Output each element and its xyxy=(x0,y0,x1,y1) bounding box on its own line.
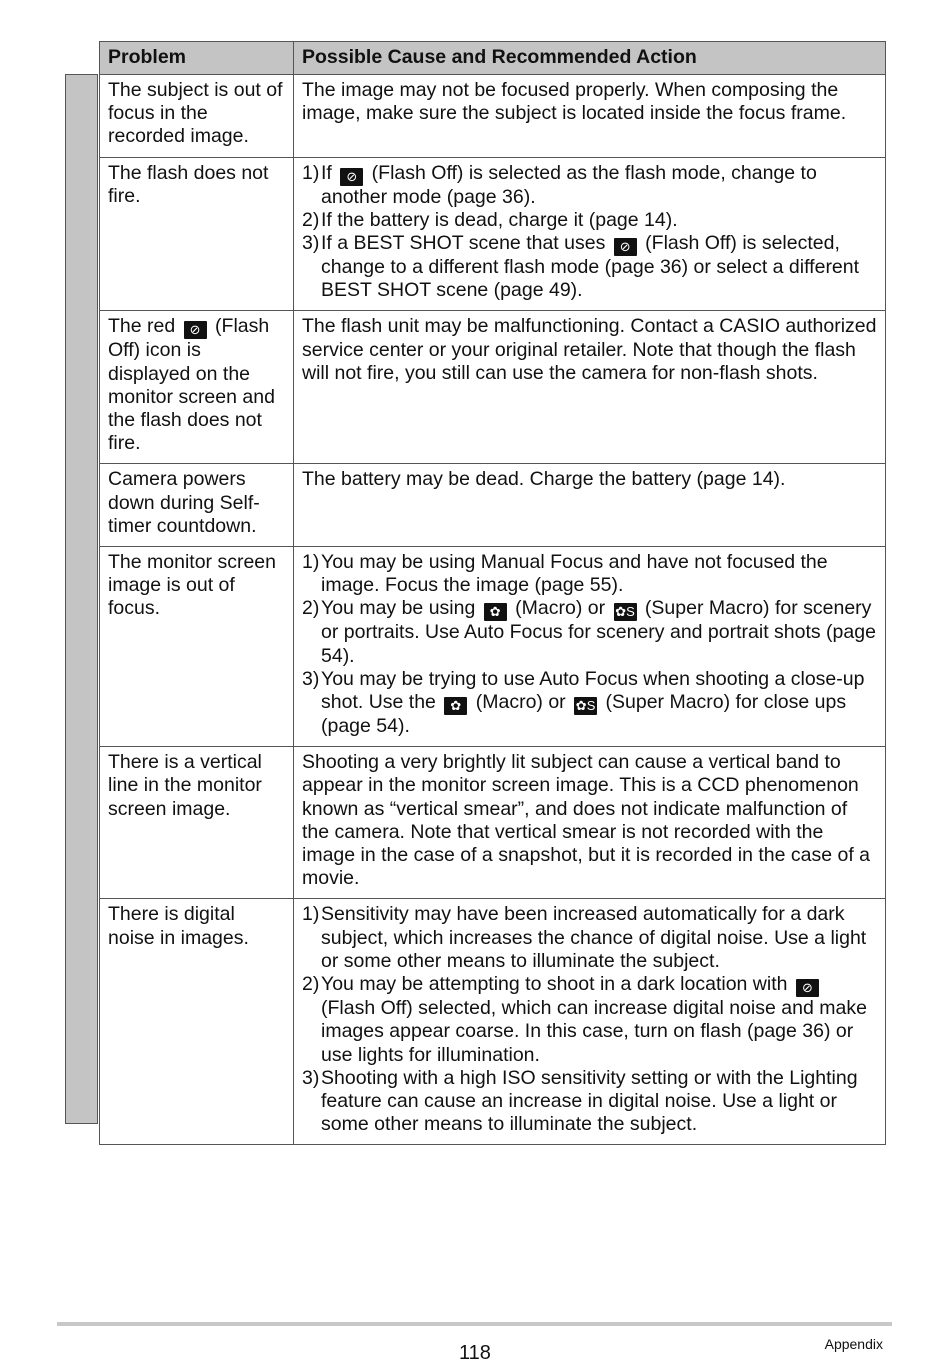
cause-text: The flash unit may be malfunctioning. Contact a CASIO authorized service center or your original retailer. Note that though the flash will not fire, you still can use the camera for non-flash shots. xyxy=(302,315,877,384)
text-segment: You may be attempting to shoot in a dark location with xyxy=(321,973,793,996)
list-item xyxy=(302,551,877,597)
cause-text: The image may not be focused properly. When composing the image, make sure the subject is located inside the focus frame. xyxy=(302,79,847,125)
flash-off-icon: ⊘ xyxy=(340,168,363,186)
list-item xyxy=(302,1067,877,1137)
step-number: 3) xyxy=(302,667,320,690)
text-segment: Camera powers down during Self-timer countdown. xyxy=(108,468,260,537)
text-segment: If the battery is dead, charge it (page 14). xyxy=(321,208,678,231)
super-macro-icon: ✿S xyxy=(575,698,596,714)
text-segment: You may be using xyxy=(321,597,481,620)
problem-cell xyxy=(100,311,294,464)
text-segment: (Super Macro) for scenery or portraits. Use Auto Focus for scenery and portrait shots (page 54). xyxy=(321,597,876,667)
macro-icon: ✿ xyxy=(484,603,507,621)
problem-column-header: Problem xyxy=(100,42,294,75)
cause-cell xyxy=(294,464,886,547)
section-tab-bar xyxy=(65,74,98,1124)
text-segment: The subject is out of focus in the recorded image. xyxy=(108,79,283,148)
step-number: 1) xyxy=(302,161,320,184)
text-segment: If a BEST SHOT scene that uses xyxy=(321,232,611,255)
text-segment: You may be using Manual Focus and have not focused the image. Focus the image (page 55). xyxy=(321,551,828,597)
cause-cell xyxy=(294,899,886,1145)
list-item xyxy=(302,232,877,302)
section-label: Appendix xyxy=(824,1336,883,1352)
text-segment: (Flash Off) selected, which can increase digital noise and make images appear coarse. In this case, turn on flash (page 36) or use lights for illumination. xyxy=(321,997,867,1066)
text-segment: There is digital noise in images. xyxy=(108,903,249,949)
step-number: 3) xyxy=(302,1066,320,1089)
step-number: 2) xyxy=(302,208,320,231)
table-row xyxy=(100,464,886,547)
cause-cell xyxy=(294,311,886,464)
problem-cell xyxy=(100,75,294,158)
page-number: 118 xyxy=(459,1342,491,1364)
problem-cell xyxy=(100,547,294,747)
text-segment: The flash does not fire. xyxy=(108,161,269,207)
list-item xyxy=(302,162,877,209)
text-segment: (Flash Off) is selected, change to a different flash mode (page 36) or select a different BEST SHOT scene (page 49). xyxy=(321,232,860,302)
table-row xyxy=(100,157,886,311)
flash-off-icon: ⊘ xyxy=(184,321,207,339)
text-segment: (Super Macro) for close ups (page 54). xyxy=(321,691,847,738)
text-segment: (Macro) or xyxy=(470,691,572,714)
list-item xyxy=(302,209,877,232)
text-segment: Shooting with a high ISO sensitivity setting or with the Lighting feature can cause an increase in digital noise. Use a light or some other means to illuminate the subject. xyxy=(321,1066,858,1136)
action-steps-list xyxy=(302,551,877,738)
troubleshooting-table xyxy=(99,41,886,1145)
flash-off-icon: ⊘ xyxy=(614,238,637,256)
problem-cell xyxy=(100,157,294,311)
text-segment: The monitor screen image is out of focus. xyxy=(108,551,276,620)
macro-icon: ✿ xyxy=(444,697,467,715)
flash-off-icon: ⊘ xyxy=(796,979,819,997)
text-segment: Sensitivity may have been increased automatically for a dark subject, which increases the chance of digital noise. Use a light or some other means to illuminate the subject. xyxy=(321,903,867,972)
step-number: 2) xyxy=(302,597,320,620)
step-number: 2) xyxy=(302,973,320,996)
text-segment: You may be trying to use Auto Focus when shooting a close-up shot. Use the xyxy=(321,667,865,714)
table-row xyxy=(100,899,886,1145)
cause-text: Shooting a very brightly lit subject can cause a vertical band to appear in the monitor screen image. This is a CCD phenomenon known as “vertical smear”, and does not indicate malfunction of the camera. Note that vertical smear is not recorded with the image in the case of a snapshot, but it is recorded in the case of a movie. xyxy=(302,751,871,890)
list-item xyxy=(302,668,877,738)
problem-cell xyxy=(100,747,294,899)
list-item xyxy=(302,597,877,667)
list-item xyxy=(302,903,877,973)
table-row xyxy=(100,547,886,747)
action-steps-list xyxy=(302,162,877,303)
cause-cell xyxy=(294,75,886,158)
step-number: 1) xyxy=(302,551,320,574)
cause-column-header: Possible Cause and Recommended Action xyxy=(294,42,886,75)
text-segment: (Macro) or xyxy=(509,597,611,620)
problem-cell xyxy=(100,899,294,1145)
cause-cell xyxy=(294,747,886,899)
text-segment: There is a vertical line in the monitor screen image. xyxy=(108,751,262,820)
text-segment: (Flash Off) is selected as the flash mode, change to another mode (page 36). xyxy=(321,161,817,208)
text-segment: If xyxy=(321,161,338,184)
list-item xyxy=(302,973,877,1067)
problem-cell xyxy=(100,464,294,547)
footer-divider xyxy=(57,1322,892,1326)
cause-cell xyxy=(294,547,886,747)
table-row xyxy=(100,747,886,899)
text-segment: (Flash Off) icon is displayed on the monitor screen and the flash does not fire. xyxy=(108,315,275,455)
table-header-row xyxy=(100,42,886,75)
action-steps-list xyxy=(302,903,877,1136)
cause-cell xyxy=(294,157,886,311)
step-number: 3) xyxy=(302,232,320,255)
text-segment: The red xyxy=(108,315,181,338)
cause-text: The battery may be dead. Charge the battery (page 14). xyxy=(302,468,786,491)
super-macro-icon: ✿S xyxy=(615,604,635,620)
table-row xyxy=(100,75,886,158)
table-row xyxy=(100,311,886,464)
step-number: 1) xyxy=(302,903,320,926)
